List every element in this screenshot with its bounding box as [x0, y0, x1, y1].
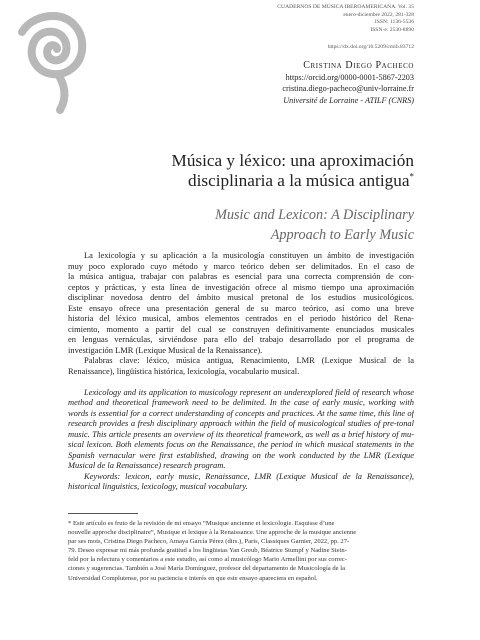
footnote-divider	[68, 513, 138, 514]
doi-link[interactable]: https://dx.doi.org/10.5209/cmib.83712	[327, 44, 414, 50]
abstract-line: historia del léxico musical, ambos elementos centrados en el periodo histórico del Rena-	[68, 313, 414, 324]
abstract-line: music. This article presents an overview of its theoretical framework, as well as a brief history of mu-	[68, 428, 414, 439]
abstract-spanish	[68, 250, 414, 355]
author-affiliation: Université de Lorraine - ATILF (CNRS)	[283, 95, 414, 105]
abstract-line: words is essential for a correct understanding of concepts and practices. At the same time, this line of	[68, 407, 414, 418]
footnote-line: par ses mots, Cristina Diego Pacheco, Amaya García Pérez (dirs.), Paris, Classiques Garnier, 2022, pp. 27-	[68, 538, 350, 546]
abstract-line: disciplinar novedosa dentro del ámbito musical pretonal de los estudios musicológicos.	[68, 292, 414, 303]
keywords-spanish	[68, 355, 414, 376]
abstract-line: en lenguas vernáculas, sirviéndose para ello del trabajo desarrollado por el programa de	[68, 334, 414, 345]
keywords-line: Keywords: lexicon, early music, Renaissance, LMR (Lexique Musical de la Renaissance),	[84, 470, 414, 481]
title-line-text: disciplinaria a la música antigua	[188, 171, 410, 190]
title-line: Música y léxico: una aproximación	[171, 151, 414, 170]
abstract-line: la música antigua, trabajar con palabras es esencial para una correcta comprensión de con-	[68, 271, 414, 282]
abstract-line: sical lexicon. Both elements focus on the Renaissance, the period in which musical statements in the	[68, 439, 414, 450]
journal-info	[277, 4, 414, 34]
title-line: Music and Lexicon: A Disciplinary	[215, 207, 414, 223]
title-line	[84, 171, 414, 191]
abstract-line: cimiento, momento a partir del cual se construyen definitivamente enunciados musicales	[68, 323, 414, 334]
abstract-line: La lexicología y su aplicación a la musicología constituyen un ámbito de investigación	[84, 250, 414, 260]
footnote-line: * Este artículo es fruto de la revisión de mi ensayo “Musique ancienne et lexicologie. Esquisse d’une	[68, 520, 335, 527]
orcid-link[interactable]: https://orcid.org/0000-0001-5867-2203	[285, 72, 414, 82]
footnote-line: 79. Deseo expresar mi más profunda gratitud a los lingüistas Yan Greub, Béatrice Stumpf y Nadine Stein-	[68, 547, 347, 555]
abstract-line: ceptos y prácticas, y esta línea de investigación ofrece al mismo tiempo una aproximación	[68, 281, 414, 292]
keywords-english	[68, 471, 414, 492]
author-name: Cristina Diego Pacheco	[303, 60, 414, 71]
abstract-line: muy poco explorado cuyo método y marco teórico deben ser delimitados. En el caso de	[68, 260, 414, 271]
spiral-logo	[10, 4, 96, 116]
footnote-line: feld por la relectura y comentarios a este estudio, así como al musicólogo Mario Armellini por sus correc-	[68, 556, 348, 564]
keywords-line: Renaissance), lingüística histórica, lexicología, vocabulario musical.	[68, 366, 300, 377]
author-block	[282, 60, 414, 106]
abstract-line: research provides a fresh disciplinary approach within the field of musicological studies of pre-tonal	[68, 418, 414, 429]
abstract-english	[68, 387, 414, 471]
abstract-line: investigación LMR (Lexique Musical de la Renaissance).	[68, 344, 263, 355]
footnote-line: nouvelle approche disciplinaire”, Musique et lexique à la Renaissance. Une approche de la musique ancienne	[68, 529, 357, 537]
title-spanish	[84, 151, 414, 191]
footnote-line: Universidad Complutense, por su paciencia e interés en que este ensayo apareciera en español.	[68, 574, 318, 582]
keywords-line: historical linguistics, lexicology, musical vocabulary.	[68, 481, 248, 492]
abstract-line: Spanish vernacular were first established, drawing on the work conducted by the LMR (Lexique	[68, 449, 414, 460]
journal-line: ISSN: 1136-5536	[374, 19, 414, 26]
abstract-line: Este ensayo ofrece una presentación general de su marco teórico, así como una breve	[68, 302, 414, 313]
abstract-line: Lexicology and its application to musicology represent an underexplored field of research whose	[84, 386, 414, 397]
keywords-line: Palabras clave: léxico, música antigua, Renacimiento, LMR (Lexique Musical de la	[84, 355, 414, 366]
abstract-section	[68, 250, 414, 492]
footnote	[68, 519, 414, 583]
abstract-line: method and theoretical framework need to be delimited. In the case of early music, working with	[68, 397, 414, 408]
footnote-line: ciones y sugerencias. También a José María Domínguez, profesor del departamento de Musicología de la	[68, 565, 345, 573]
journal-line: CUADERNOS DE MÚSICA IBEROAMERICANA. Vol. 35	[277, 4, 414, 10]
email-link[interactable]: cristina.diego-pacheco@univ-lorraine.fr	[282, 84, 414, 94]
abstract-line: Musical de la Renaissance) research program.	[68, 460, 226, 471]
journal-line: enero-diciembre 2022, 281-328	[343, 11, 414, 18]
title-english	[84, 205, 414, 245]
footnote-marker[interactable]: *	[409, 171, 414, 182]
title-line: Approach to Early Music	[270, 227, 414, 243]
journal-line: ISSN-e: 2530-8890	[370, 26, 414, 33]
